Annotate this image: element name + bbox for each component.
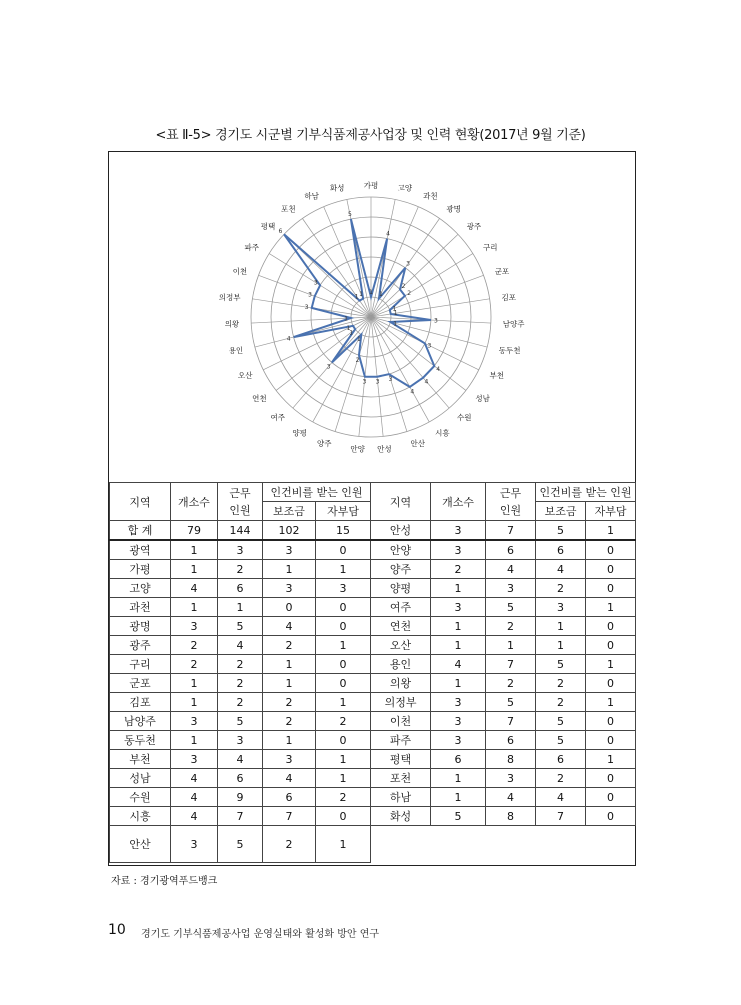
radar-category-label: 이천 — [232, 267, 248, 277]
radar-category-label: 오산 — [238, 371, 253, 381]
value-cell: 1 — [171, 674, 218, 693]
table-row — [110, 750, 636, 769]
table-row — [110, 826, 636, 863]
region-cell: 안산 — [110, 826, 171, 863]
radar-value-label: 6 — [278, 227, 283, 235]
region-cell: 남양주 — [110, 712, 171, 731]
value-cell: 5 — [536, 521, 586, 541]
value-cell: 0 — [316, 655, 371, 674]
value-cell: 0 — [586, 731, 636, 750]
radar-category-label: 군포 — [494, 267, 510, 277]
value-cell: 4 — [486, 560, 536, 579]
region-cell: 하남 — [371, 788, 431, 807]
table-row — [110, 521, 636, 541]
value-cell: 0 — [586, 617, 636, 636]
value-cell: 2 — [171, 636, 218, 655]
radar-category-label: 하남 — [304, 191, 319, 201]
value-cell: 4 — [171, 788, 218, 807]
region-cell: 안양 — [371, 540, 431, 560]
value-cell: 0 — [586, 807, 636, 826]
radar-category-label: 남양주 — [502, 319, 525, 329]
table-body — [110, 521, 636, 863]
value-cell: 3 — [486, 579, 536, 598]
value-cell: 1 — [316, 750, 371, 769]
value-cell: 0 — [586, 712, 636, 731]
radar-value-label: 2 — [401, 283, 406, 290]
radar-value-label: 1 — [393, 320, 398, 328]
value-cell: 1 — [171, 693, 218, 712]
header-paid: 인건비를 받는 인원 — [263, 483, 371, 502]
value-cell: 3 — [263, 540, 316, 560]
value-cell: 1 — [586, 693, 636, 712]
value-cell: 3 — [218, 540, 263, 560]
radar-value-label: 1 — [369, 289, 373, 296]
value-cell: 0 — [586, 769, 636, 788]
value-cell: 5 — [536, 731, 586, 750]
value-cell: 4 — [171, 769, 218, 788]
radar-value-label: 3 — [308, 291, 312, 299]
value-cell: 2 — [431, 560, 486, 579]
value-cell: 3 — [316, 579, 371, 598]
region-cell: 용인 — [371, 655, 431, 674]
value-cell: 3 — [431, 540, 486, 560]
radar-spoke — [371, 317, 466, 390]
table-row — [110, 636, 636, 655]
header-staff: 근무 인원 — [218, 483, 263, 521]
radar-category-label: 파주 — [244, 243, 259, 253]
value-cell: 7 — [486, 712, 536, 731]
value-cell: 2 — [263, 712, 316, 731]
value-cell: 6 — [218, 769, 263, 788]
value-cell: 1 — [431, 579, 486, 598]
radar-category-label: 양평 — [292, 428, 307, 438]
table-row — [110, 617, 636, 636]
value-cell: 0 — [316, 674, 371, 693]
value-cell: 1 — [263, 655, 316, 674]
value-cell: 7 — [263, 807, 316, 826]
value-cell: 3 — [431, 598, 486, 617]
radar-value-label: 1 — [359, 291, 364, 298]
value-cell: 1 — [431, 674, 486, 693]
region-cell: 광명 — [110, 617, 171, 636]
radar-value-label: 1 — [349, 329, 354, 337]
value-cell: 2 — [486, 674, 536, 693]
radar-value-label: 1 — [356, 335, 361, 343]
value-cell: 2 — [263, 826, 316, 863]
total-label: 합 계 — [110, 521, 171, 541]
value-cell: 1 — [316, 560, 371, 579]
table-row — [110, 807, 636, 826]
table-row — [110, 579, 636, 598]
value-cell: 1 — [263, 674, 316, 693]
radar-category-label: 부천 — [489, 371, 504, 381]
value-cell: 2 — [536, 579, 586, 598]
value-cell: 5 — [431, 807, 486, 826]
value-cell: 6 — [431, 750, 486, 769]
radar-value-label: 4 — [410, 388, 415, 396]
value-cell: 5 — [486, 693, 536, 712]
table-row — [110, 674, 636, 693]
radar-value-label: 4 — [386, 230, 391, 238]
value-cell: 3 — [431, 712, 486, 731]
value-cell: 1 — [171, 598, 218, 617]
table-caption: <표 Ⅱ-5> 경기도 시군별 기부식품제공사업장 및 인력 현황(2017년 9월 기준) — [155, 128, 586, 143]
radar-chart-area — [109, 152, 635, 483]
region-cell: 양평 — [371, 579, 431, 598]
value-cell: 3 — [431, 731, 486, 750]
radar-value-label: 3 — [427, 342, 432, 350]
radar-value-label: 3 — [362, 378, 367, 386]
header-paid-right: 인건비를 받는 인원 — [536, 483, 636, 502]
region-cell: 이천 — [371, 712, 431, 731]
value-cell: 6 — [486, 540, 536, 560]
table-row — [110, 788, 636, 807]
value-cell: 4 — [263, 617, 316, 636]
value-cell: 5 — [536, 655, 586, 674]
value-cell: 3 — [486, 769, 536, 788]
region-cell: 구리 — [110, 655, 171, 674]
value-cell: 1 — [586, 598, 636, 617]
region-cell: 연천 — [371, 617, 431, 636]
region-cell: 수원 — [110, 788, 171, 807]
radar-category-label: 안성 — [377, 444, 392, 454]
source-note: 자료 : 경기광역푸드뱅크 — [111, 876, 218, 887]
value-cell: 4 — [431, 655, 486, 674]
header-region: 지역 — [110, 483, 171, 521]
radar-category-label: 평택 — [260, 222, 276, 232]
value-cell: 7 — [486, 655, 536, 674]
region-cell: 동두천 — [110, 731, 171, 750]
value-cell: 4 — [218, 750, 263, 769]
empty-cell — [371, 826, 636, 863]
region-cell: 파주 — [371, 731, 431, 750]
radar-category-label: 용인 — [228, 346, 244, 356]
radar-value-label: 5 — [347, 211, 352, 219]
table-row — [110, 731, 636, 750]
radar-chart — [109, 152, 635, 482]
value-cell: 1 — [431, 617, 486, 636]
table-row — [110, 693, 636, 712]
radar-value-label: 3 — [406, 260, 411, 268]
value-cell: 1 — [171, 560, 218, 579]
value-cell: 2 — [218, 674, 263, 693]
value-cell: 0 — [316, 598, 371, 617]
radar-value-label: 1 — [393, 310, 398, 318]
value-cell: 1 — [431, 636, 486, 655]
region-cell: 부천 — [110, 750, 171, 769]
radar-category-label: 가평 — [363, 181, 379, 190]
radar-category-label: 광주 — [466, 222, 482, 232]
radar-category-label: 수원 — [457, 413, 472, 423]
value-cell: 8 — [486, 750, 536, 769]
radar-category-label: 성남 — [475, 393, 490, 403]
value-cell: 1 — [486, 636, 536, 655]
value-cell: 0 — [263, 598, 316, 617]
data-table — [109, 482, 636, 863]
region-cell: 평택 — [371, 750, 431, 769]
table-row — [110, 712, 636, 731]
value-cell: 2 — [263, 636, 316, 655]
region-cell: 광역 — [110, 540, 171, 560]
value-cell: 0 — [586, 636, 636, 655]
radar-category-label: 화성 — [329, 183, 345, 193]
value-cell: 0 — [586, 560, 636, 579]
value-cell: 2 — [263, 693, 316, 712]
value-cell: 1 — [171, 731, 218, 750]
value-cell: 0 — [586, 579, 636, 598]
value-cell: 0 — [586, 540, 636, 560]
running-head: 경기도 기부식품제공사업 운영실태와 활성화 방안 연구 — [141, 929, 380, 940]
value-cell: 1 — [586, 521, 636, 541]
region-cell: 포천 — [371, 769, 431, 788]
value-cell: 5 — [218, 712, 263, 731]
value-cell: 1 — [171, 540, 218, 560]
radar-value-label: 1 — [392, 305, 397, 313]
value-cell: 6 — [486, 731, 536, 750]
radar-value-label: 1 — [354, 293, 359, 301]
value-cell: 1 — [316, 693, 371, 712]
radar-value-label: 4 — [286, 335, 291, 343]
table-row — [110, 655, 636, 674]
value-cell: 4 — [171, 807, 218, 826]
radar-value-label: 3 — [313, 279, 318, 287]
radar-value-label: 4 — [424, 378, 429, 386]
value-cell: 2 — [536, 769, 586, 788]
value-cell: 3 — [263, 750, 316, 769]
value-cell: 1 — [431, 769, 486, 788]
value-cell: 0 — [316, 807, 371, 826]
region-cell: 여주 — [371, 598, 431, 617]
table-row — [110, 560, 636, 579]
header-region-right: 지역 — [371, 483, 431, 521]
radar-value-label: 1 — [344, 315, 348, 323]
value-cell: 6 — [536, 750, 586, 769]
value-cell: 9 — [218, 788, 263, 807]
header-count-right: 개소수 — [431, 483, 486, 521]
radar-value-label: 3 — [388, 376, 393, 383]
value-cell: 1 — [536, 636, 586, 655]
total-value: 144 — [218, 521, 263, 541]
value-cell: 2 — [316, 712, 371, 731]
value-cell: 1 — [316, 636, 371, 655]
value-cell: 4 — [218, 636, 263, 655]
value-cell: 3 — [218, 731, 263, 750]
value-cell: 1 — [536, 617, 586, 636]
header-staff-right: 근무 인원 — [486, 483, 536, 521]
value-cell: 1 — [586, 655, 636, 674]
header-count: 개소수 — [171, 483, 218, 521]
radar-value-label: 3 — [326, 363, 331, 371]
value-cell: 1 — [263, 731, 316, 750]
region-cell: 고양 — [110, 579, 171, 598]
radar-value-label: 1 — [378, 291, 383, 298]
value-cell: 6 — [263, 788, 316, 807]
page-number: 10 — [108, 922, 126, 938]
value-cell: 4 — [486, 788, 536, 807]
table-row — [110, 598, 636, 617]
value-cell: 3 — [431, 521, 486, 541]
value-cell: 3 — [171, 826, 218, 863]
value-cell: 1 — [586, 750, 636, 769]
value-cell: 7 — [486, 521, 536, 541]
value-cell: 3 — [431, 693, 486, 712]
value-cell: 7 — [218, 807, 263, 826]
radar-category-label: 포천 — [281, 204, 296, 214]
region-cell: 과천 — [110, 598, 171, 617]
total-value: 15 — [316, 521, 371, 541]
radar-value-label: 2 — [355, 356, 360, 364]
value-cell: 6 — [218, 579, 263, 598]
radar-category-label: 연천 — [252, 393, 267, 403]
radar-value-label: 2 — [407, 290, 412, 298]
header-self-right: 자부담 — [586, 502, 636, 521]
total-value: 79 — [171, 521, 218, 541]
table-frame — [108, 151, 636, 866]
value-cell: 2 — [536, 693, 586, 712]
table-row — [110, 769, 636, 788]
value-cell: 1 — [263, 560, 316, 579]
value-cell: 6 — [536, 540, 586, 560]
region-cell: 광주 — [110, 636, 171, 655]
value-cell: 4 — [536, 788, 586, 807]
value-cell: 1 — [431, 788, 486, 807]
value-cell: 2 — [218, 560, 263, 579]
value-cell: 0 — [316, 617, 371, 636]
value-cell: 0 — [316, 540, 371, 560]
value-cell: 3 — [263, 579, 316, 598]
region-cell: 시흥 — [110, 807, 171, 826]
value-cell: 2 — [218, 693, 263, 712]
radar-value-label: 4 — [436, 366, 441, 373]
radar-category-label: 여주 — [270, 413, 285, 423]
value-cell: 1 — [316, 826, 371, 863]
value-cell: 2 — [171, 655, 218, 674]
value-cell: 2 — [486, 617, 536, 636]
region-cell: 의왕 — [371, 674, 431, 693]
region-cell: 김포 — [110, 693, 171, 712]
value-cell: 5 — [218, 617, 263, 636]
value-cell: 2 — [536, 674, 586, 693]
radar-category-label: 안양 — [350, 444, 365, 454]
value-cell: 1 — [218, 598, 263, 617]
region-cell: 양주 — [371, 560, 431, 579]
value-cell: 3 — [171, 712, 218, 731]
radar-value-label: 3 — [304, 304, 309, 312]
value-cell: 4 — [263, 769, 316, 788]
value-cell: 5 — [218, 826, 263, 863]
radar-category-label: 과천 — [423, 191, 438, 201]
value-cell: 7 — [536, 807, 586, 826]
value-cell: 5 — [486, 598, 536, 617]
header-subsidy: 보조금 — [263, 502, 316, 521]
value-cell: 4 — [536, 560, 586, 579]
header-subsidy-right: 보조금 — [536, 502, 586, 521]
value-cell: 2 — [218, 655, 263, 674]
radar-category-label: 김포 — [501, 293, 516, 302]
value-cell: 8 — [486, 807, 536, 826]
value-cell: 0 — [586, 674, 636, 693]
total-value: 102 — [263, 521, 316, 541]
radar-value-label: 3 — [375, 378, 380, 386]
value-cell: 4 — [171, 579, 218, 598]
value-cell: 2 — [316, 788, 371, 807]
region-cell: 가평 — [110, 560, 171, 579]
radar-category-label: 광명 — [446, 204, 461, 214]
radar-value-label: 3 — [433, 317, 438, 325]
region-cell: 안성 — [371, 521, 431, 541]
value-cell: 3 — [171, 617, 218, 636]
radar-value-label: 1 — [346, 325, 351, 332]
region-cell: 화성 — [371, 807, 431, 826]
region-cell: 성남 — [110, 769, 171, 788]
region-cell: 오산 — [371, 636, 431, 655]
radar-category-label: 구리 — [483, 243, 498, 253]
value-cell: 3 — [171, 750, 218, 769]
radar-category-label: 의왕 — [224, 319, 240, 329]
radar-spoke — [324, 207, 371, 317]
region-cell: 군포 — [110, 674, 171, 693]
radar-category-label: 시흥 — [435, 428, 450, 438]
header-self: 자부담 — [316, 502, 371, 521]
value-cell: 1 — [316, 769, 371, 788]
value-cell: 0 — [586, 788, 636, 807]
radar-category-label: 의정부 — [218, 293, 241, 302]
radar-category-label: 안산 — [410, 438, 425, 448]
value-cell: 5 — [536, 712, 586, 731]
value-cell: 3 — [536, 598, 586, 617]
table-row — [110, 540, 636, 560]
value-cell: 0 — [316, 731, 371, 750]
radar-category-label: 고양 — [397, 183, 413, 193]
radar-category-label: 양주 — [317, 438, 332, 448]
region-cell: 의정부 — [371, 693, 431, 712]
radar-category-label: 동두천 — [498, 346, 521, 356]
